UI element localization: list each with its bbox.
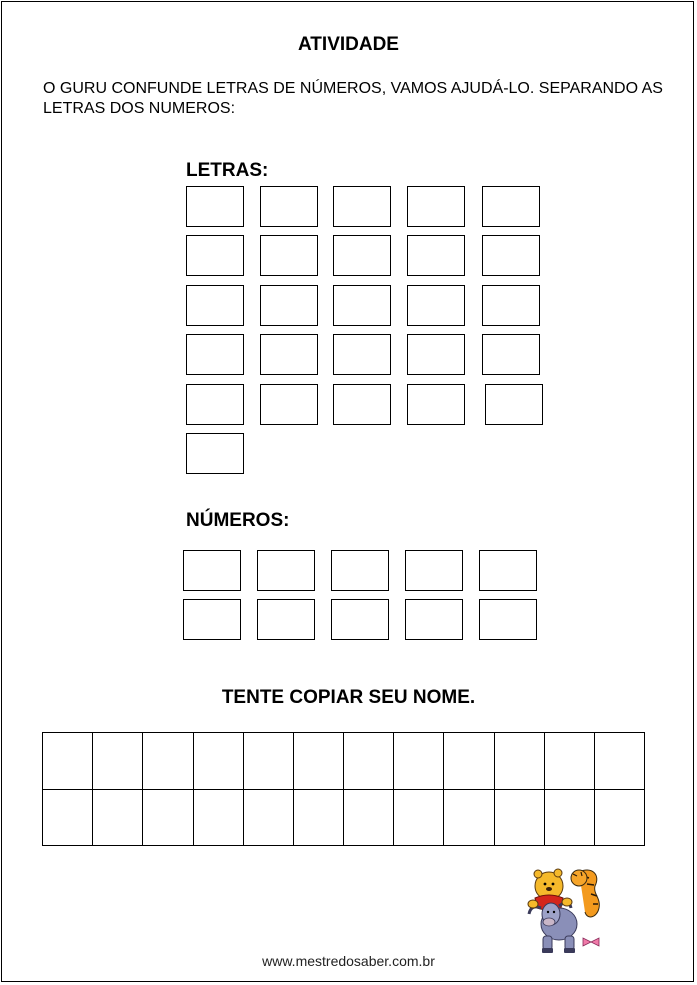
name-letter-cell bbox=[495, 790, 545, 847]
name-letter-cell bbox=[595, 733, 645, 790]
name-letter-cell bbox=[143, 790, 193, 847]
letter-box bbox=[260, 285, 318, 326]
footer-website: www.mestredosaber.com.br bbox=[262, 953, 435, 969]
letter-box bbox=[485, 384, 543, 425]
name-letter-cell bbox=[344, 790, 394, 847]
letter-box bbox=[186, 235, 244, 276]
name-letter-cell bbox=[545, 790, 595, 847]
number-box bbox=[479, 599, 537, 640]
name-letter-cell bbox=[545, 733, 595, 790]
number-box bbox=[479, 550, 537, 591]
name-letter-cell bbox=[444, 733, 494, 790]
letter-box bbox=[333, 384, 391, 425]
number-box bbox=[183, 550, 241, 591]
letter-box bbox=[260, 186, 318, 227]
name-letter-cell bbox=[444, 790, 494, 847]
page-title: ATIVIDADE bbox=[298, 34, 399, 55]
letter-box bbox=[407, 235, 465, 276]
name-letter-cell bbox=[194, 733, 244, 790]
name-letter-cell bbox=[244, 790, 294, 847]
name-letter-cell bbox=[294, 733, 344, 790]
number-box bbox=[331, 599, 389, 640]
letter-box bbox=[186, 334, 244, 375]
name-letter-cell bbox=[43, 790, 93, 847]
numbers-label: NÚMEROS: bbox=[186, 510, 290, 531]
letter-box bbox=[482, 186, 540, 227]
name-letter-cell bbox=[294, 790, 344, 847]
name-letter-cell bbox=[43, 733, 93, 790]
letter-box bbox=[482, 235, 540, 276]
letter-box bbox=[186, 285, 244, 326]
letter-box bbox=[407, 186, 465, 227]
letter-box bbox=[186, 384, 244, 425]
letter-box bbox=[333, 186, 391, 227]
name-letter-cell bbox=[344, 733, 394, 790]
letter-box bbox=[407, 384, 465, 425]
name-letter-cell bbox=[194, 790, 244, 847]
number-box bbox=[331, 550, 389, 591]
name-copy-grid bbox=[42, 732, 645, 846]
name-letter-cell bbox=[93, 790, 143, 847]
name-letter-cell bbox=[93, 733, 143, 790]
letters-label: LETRAS: bbox=[186, 160, 269, 181]
letter-box bbox=[333, 285, 391, 326]
letter-box bbox=[186, 186, 244, 227]
letter-box bbox=[186, 433, 244, 474]
number-box bbox=[257, 599, 315, 640]
name-letter-cell bbox=[595, 790, 645, 847]
winnie-the-pooh-illustration bbox=[521, 864, 613, 956]
name-letter-cell bbox=[394, 733, 444, 790]
letter-box bbox=[260, 384, 318, 425]
letter-box bbox=[333, 334, 391, 375]
letter-box bbox=[260, 235, 318, 276]
number-box bbox=[405, 550, 463, 591]
name-letter-cell bbox=[244, 733, 294, 790]
number-box bbox=[183, 599, 241, 640]
letter-box bbox=[407, 285, 465, 326]
letter-box bbox=[482, 334, 540, 375]
copy-name-heading: TENTE COPIAR SEU NOME. bbox=[221, 687, 476, 708]
name-letter-cell bbox=[394, 790, 444, 847]
number-box bbox=[405, 599, 463, 640]
letter-box bbox=[407, 334, 465, 375]
name-letter-cell bbox=[495, 733, 545, 790]
number-box bbox=[257, 550, 315, 591]
name-letter-cell bbox=[143, 733, 193, 790]
instruction-text: O GURU CONFUNDE LETRAS DE NÚMEROS, VAMOS AJUDÁ-LO. SEPARANDO AS LETRAS DOS NUMEROS: bbox=[43, 80, 663, 117]
letter-box bbox=[260, 334, 318, 375]
letter-box bbox=[333, 235, 391, 276]
letter-box bbox=[482, 285, 540, 326]
